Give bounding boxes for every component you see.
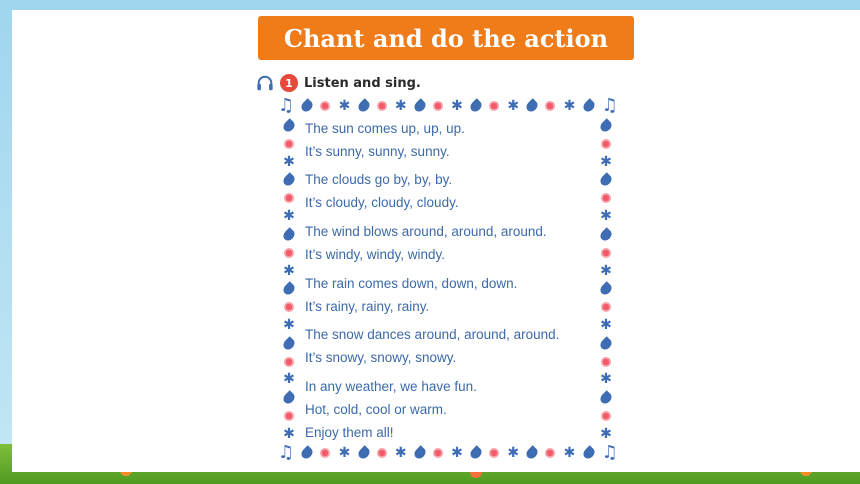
- raindrop-icon: [598, 118, 614, 134]
- music-note-icon: ♫: [278, 95, 295, 116]
- raindrop-icon: [598, 173, 614, 189]
- sun-icon: [284, 193, 294, 203]
- raindrop-icon: [281, 227, 297, 243]
- raindrop-icon: [525, 445, 541, 461]
- snowflake-icon: ✱: [563, 445, 576, 461]
- lyric-line: It’s windy, windy, windy.: [305, 247, 446, 262]
- raindrop-icon: [281, 282, 297, 298]
- snowflake-icon: ✱: [283, 316, 295, 333]
- snowflake-icon: ✱: [600, 371, 612, 388]
- border-bottom: [278, 443, 618, 463]
- raindrop-icon: [412, 445, 428, 461]
- sun-icon: [433, 448, 443, 458]
- lyric-line: It’s snowy, snowy, snowy.: [305, 350, 457, 365]
- lyric-line: It’s rainy, rainy, rainy.: [305, 299, 430, 314]
- sun-icon: [284, 302, 294, 312]
- snowflake-icon: ✱: [600, 425, 612, 442]
- lyric-line: The sun comes up, up, up.: [305, 121, 465, 136]
- lyric-line: Hot, cold, cool or warm.: [305, 402, 447, 417]
- snowflake-icon: ✱: [394, 98, 407, 114]
- snowflake-icon: ✱: [283, 371, 295, 388]
- sun-icon: [545, 101, 555, 111]
- sun-icon: [601, 193, 611, 203]
- snowflake-icon: ✱: [283, 425, 295, 442]
- sun-icon: [320, 448, 330, 458]
- title-banner: [258, 16, 634, 60]
- sun-icon: [601, 248, 611, 258]
- sun-icon: [601, 302, 611, 312]
- sun-icon: [489, 101, 499, 111]
- raindrop-icon: [300, 98, 316, 114]
- sun-icon: [433, 101, 443, 111]
- exercise-instruction: Listen and sing.: [304, 75, 421, 91]
- snowflake-icon: ✱: [283, 262, 295, 279]
- lyric-line: The wind blows around, around, around.: [305, 224, 547, 239]
- music-note-icon: ♫: [278, 442, 295, 463]
- sun-icon: [601, 357, 611, 367]
- snowflake-icon: ✱: [600, 316, 612, 333]
- lyric-line: The clouds go by, by, by.: [305, 172, 453, 187]
- headphones-icon: [256, 74, 274, 92]
- snowflake-icon: ✱: [563, 98, 576, 114]
- raindrop-icon: [281, 118, 297, 134]
- snowflake-icon: ✱: [507, 98, 520, 114]
- exercise-heading: [256, 72, 421, 94]
- snowflake-icon: ✱: [338, 98, 351, 114]
- raindrop-icon: [581, 445, 597, 461]
- border-top: [278, 96, 618, 116]
- raindrop-icon: [356, 98, 372, 114]
- raindrop-icon: [598, 336, 614, 352]
- sun-icon: [601, 139, 611, 149]
- raindrop-icon: [598, 227, 614, 243]
- music-note-icon: ♫: [601, 442, 618, 463]
- sun-icon: [377, 448, 387, 458]
- lyric-line: In any weather, we have fun.: [305, 379, 477, 394]
- raindrop-icon: [598, 282, 614, 298]
- border-left: [280, 120, 298, 440]
- raindrop-icon: [412, 98, 428, 114]
- raindrop-icon: [356, 445, 372, 461]
- raindrop-icon: [468, 98, 484, 114]
- snowflake-icon: ✱: [507, 445, 520, 461]
- snowflake-icon: ✱: [394, 445, 407, 461]
- snowflake-icon: ✱: [283, 153, 295, 170]
- snowflake-icon: ✱: [451, 445, 463, 461]
- snowflake-icon: ✱: [600, 262, 612, 279]
- sun-icon: [284, 248, 294, 258]
- exercise-number-badge: 1: [280, 74, 298, 92]
- sun-icon: [489, 448, 499, 458]
- snowflake-icon: ✱: [600, 208, 612, 225]
- raindrop-icon: [300, 445, 316, 461]
- raindrop-icon: [281, 390, 297, 406]
- sun-icon: [320, 101, 330, 111]
- lyric-line: It’s sunny, sunny, sunny.: [305, 144, 450, 159]
- sun-icon: [377, 101, 387, 111]
- raindrop-icon: [598, 390, 614, 406]
- lyric-line: The rain comes down, down, down.: [305, 276, 518, 291]
- raindrop-icon: [281, 336, 297, 352]
- raindrop-icon: [525, 98, 541, 114]
- snowflake-icon: ✱: [600, 153, 612, 170]
- sun-icon: [284, 357, 294, 367]
- sun-icon: [601, 411, 611, 421]
- slide-title: Chant and do the action: [283, 23, 609, 53]
- snowflake-icon: ✱: [451, 98, 463, 114]
- snowflake-icon: ✱: [338, 445, 351, 461]
- raindrop-icon: [581, 98, 597, 114]
- lyric-line: It’s cloudy, cloudy, cloudy.: [305, 195, 459, 210]
- snowflake-icon: ✱: [283, 208, 295, 225]
- sun-icon: [284, 139, 294, 149]
- raindrop-icon: [281, 173, 297, 189]
- raindrop-icon: [468, 445, 484, 461]
- lyric-line: Enjoy them all!: [305, 425, 394, 440]
- sun-icon: [284, 411, 294, 421]
- border-right: [597, 120, 615, 440]
- sun-icon: [545, 448, 555, 458]
- music-note-icon: ♫: [601, 95, 618, 116]
- lyric-line: The snow dances around, around, around.: [305, 327, 560, 342]
